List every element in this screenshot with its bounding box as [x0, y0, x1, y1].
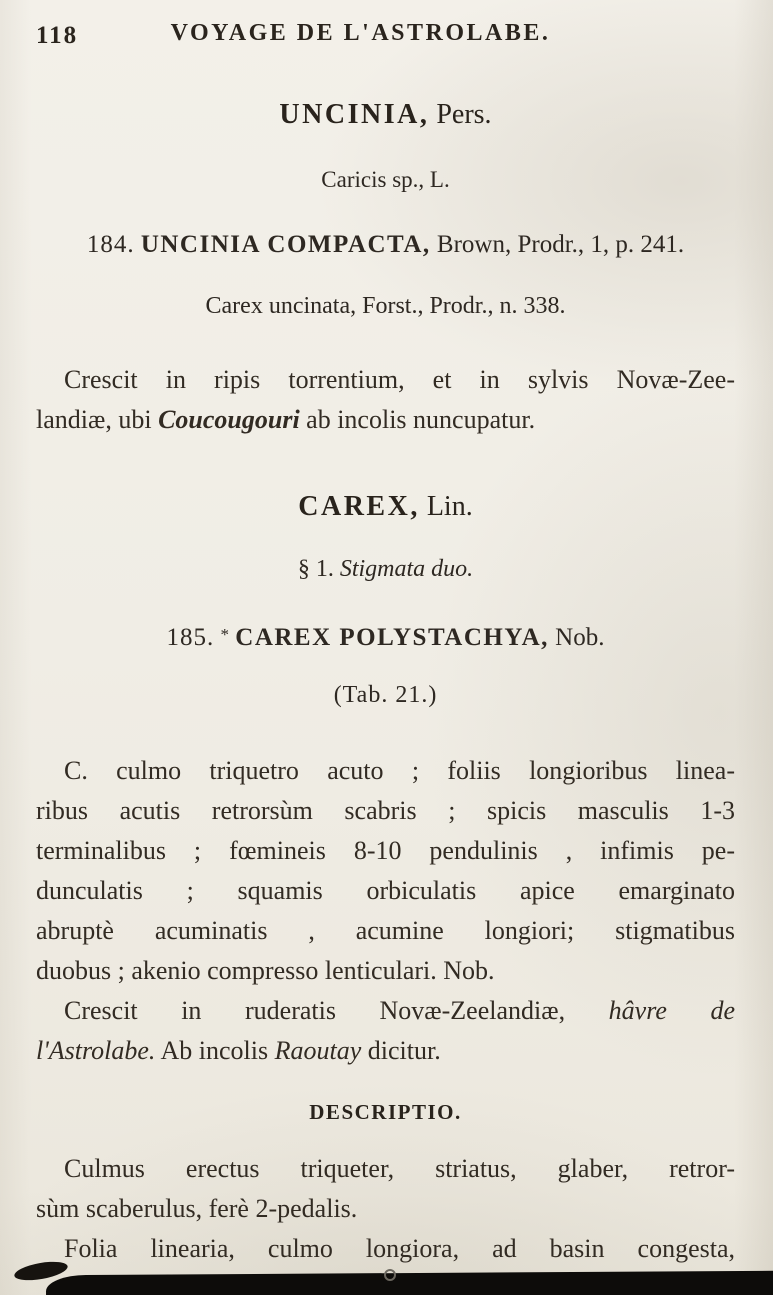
locality-name: hâvre de [608, 996, 735, 1025]
habitat-line [36, 991, 735, 1031]
page-header [36, 20, 735, 52]
uncinia-species-entry [36, 230, 735, 260]
page-number: 118 [36, 22, 79, 49]
species-number: 184. [86, 231, 135, 258]
habitat-text: Ab incolis [155, 1036, 275, 1065]
carex-genus-heading [36, 490, 735, 524]
diagnosis-line: abruptè acuminatis , acumine longiori; stigmatibus [36, 916, 735, 945]
diagnosis-line: terminalibus ; fœmineis 8-10 pendulinis , infimis pe- [36, 836, 735, 865]
uncinia-habitat-paragraph [36, 360, 735, 440]
uncinia-genus-name: UNCINIA, [279, 99, 430, 130]
habitat-line [36, 400, 735, 440]
habitat-text: ab incolis nuncupatur. [299, 405, 536, 434]
culmus-description-paragraph [36, 1149, 735, 1229]
uncinia-synonym: Carex uncinata, Forst., Prodr., n. 338. [205, 293, 566, 319]
vernacular-name: Coucougouri [158, 405, 300, 434]
species-name: CAREX POLYSTACHYA, [235, 624, 549, 651]
carex-genus-name: CAREX, [298, 491, 420, 522]
habitat-text: landiæ, ubi [36, 405, 159, 434]
carex-section-line [36, 554, 735, 584]
carex-habitat-paragraph [36, 991, 735, 1071]
scan-edge-shadow [46, 1271, 773, 1295]
carex-species-entry [36, 620, 735, 653]
uncinia-parent-reference: Caricis sp., L. [321, 167, 450, 192]
habitat-line: Crescit in ripis torrentium, et in sylvis Novæ-Zee- [64, 365, 735, 394]
running-title: VOYAGE DE L'ASTROLABE. [170, 20, 551, 46]
diagnosis-line: duobus ; akenio compresso lenticulari. Nob. [36, 956, 495, 985]
descriptio-heading: DESCRIPTIO. [309, 1100, 462, 1124]
scan-speck-mark [384, 1269, 396, 1281]
folia-description-paragraph [36, 1229, 735, 1269]
description-line: sùm scaberulus, ferè 2-pedalis. [36, 1194, 358, 1223]
species-number: 185. [166, 624, 215, 651]
species-reference: Brown, Prodr., 1, p. 241. [436, 231, 685, 258]
uncinia-genus-heading [36, 98, 735, 132]
page-content [0, 20, 773, 1269]
description-line: Culmus erectus triqueter, striatus, glaber, retror- [64, 1154, 735, 1183]
locality-name: l'Astrolabe. [36, 1036, 156, 1065]
uncinia-genus-author: Pers. [436, 99, 492, 130]
diagnosis-line: dunculatis ; squamis orbiculatis apice emarginato [36, 876, 735, 905]
habitat-text: Crescit in ruderatis Novæ-Zeelandiæ, [64, 996, 609, 1025]
carex-genus-author: Lin. [426, 491, 473, 522]
species-author: Nob. [555, 624, 605, 651]
vernacular-name: Raoutay [274, 1036, 362, 1065]
diagnosis-line: ribus acutis retrorsùm scabris ; spicis masculis 1-3 [36, 796, 735, 825]
section-sign: § 1. [297, 556, 334, 582]
description-line: Folia linearia, culmo longiora, ad basin congesta, [64, 1234, 735, 1263]
diagnosis-line: C. culmo triquetro acuto ; foliis longioribus linea- [64, 756, 735, 785]
habitat-line [36, 1031, 735, 1071]
section-title: Stigmata duo. [339, 556, 474, 582]
species-name: UNCINIA COMPACTA, [140, 231, 431, 258]
habitat-text: dicitur. [361, 1036, 441, 1065]
carex-diagnosis-paragraph [36, 751, 735, 991]
plate-reference: (Tab. 21.) [333, 682, 438, 708]
asterisk-mark: * [220, 625, 230, 644]
